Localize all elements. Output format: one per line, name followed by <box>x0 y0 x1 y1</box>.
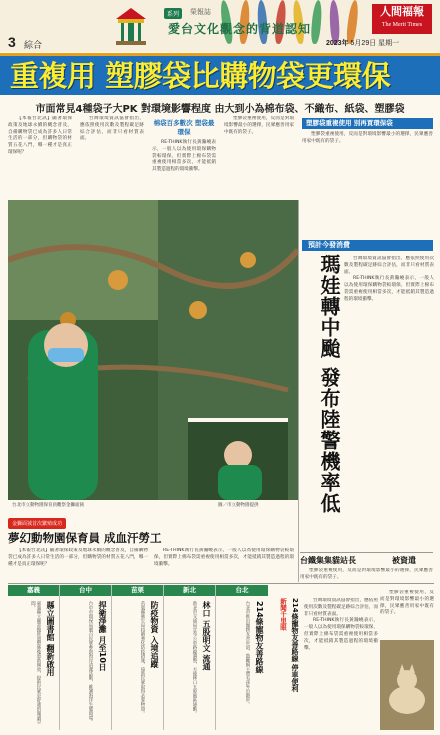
region-label: 台中 <box>60 585 111 596</box>
region-column-newtaipei <box>164 585 216 730</box>
regional-news-strip <box>8 585 268 730</box>
article-paragraph: 塑膠袋重複使用，反而是對環境影響最小的選擇，民眾應善用家中既有的袋子。 <box>380 590 434 616</box>
news-column-tag: 新聞千里眼 <box>279 598 287 631</box>
photo-credit: 圖／市立動物園提供 <box>218 503 259 508</box>
weather-article-body <box>344 256 434 548</box>
news-column-title: 214條寵物友善路線 停車便利 <box>291 598 299 693</box>
issue-day: 5月29日 星期一 <box>350 40 400 47</box>
series-title: 愛台文化觀念的背道認知 <box>168 22 312 36</box>
pavilion-icon <box>114 6 148 46</box>
article-paragraph: 台灣環境資訊協會指出，應依照使用次數及製程碳足跡綜合評估，而非只看材質表面。 <box>344 256 434 275</box>
region-headline: 214條寵物友善路線 <box>255 601 264 674</box>
preview-tag: 預計今發消費 <box>302 240 433 251</box>
article-paragraph: 台灣環境資訊協會指出，應依照使用次數及製程碳足跡綜合評估，而非只看材質表面。 <box>80 116 144 142</box>
article-paragraph: 塑膠袋重複使用，反而是對環境影響最小的選擇，民眾應善用家中既有的袋子。 <box>302 132 433 144</box>
article-paragraph: 【本報台北訊】隨著環保政策及地球永續的概念普及，自備購物袋已成為許多人日常生活的一部分，但購物袋的材質五花八門，哪一種才是真正環保呢？ <box>8 116 72 155</box>
brief-body <box>300 568 433 584</box>
region-body: 台北市推出寵物友善步道，鼓勵飼主帶毛孩外出散步。 <box>245 601 250 707</box>
region-headline: 縣立圖書館 翻新啟用 <box>46 601 55 676</box>
region-label: 苗栗 <box>112 585 163 596</box>
headline-bar <box>0 53 440 95</box>
cat-story-body <box>380 590 434 638</box>
article-paragraph: 塑膠袋重複使用，反而是對環境影響最小的選擇，民眾應善用家中既有的袋子。 <box>300 568 433 580</box>
zoo-keeper-photo <box>8 200 298 500</box>
box-heading: 塑膠袋重複使用 別再買環保袋 <box>302 118 433 129</box>
section-label: 綜合 <box>24 41 43 51</box>
inline-subheading: 棉袋百多數次 塑袋最環保 <box>153 119 215 136</box>
main-headline: 重複用 塑膠袋比購物袋更環保 <box>10 59 391 93</box>
article-column-1 <box>8 116 72 198</box>
secondary-article-body-2 <box>154 548 294 582</box>
region-headline: 林口 五股明文 流通 <box>202 601 211 671</box>
caption-tag: 金獅面狨首次繁殖成功 <box>8 518 66 529</box>
newspaper-masthead <box>372 4 432 34</box>
masthead-chinese: 人間福報 <box>380 5 424 18</box>
region-body: 苗栗縣衛生局持續強化防疫措施，協助民眾取得必要物資。 <box>140 601 145 716</box>
masthead-english: The Merit Times <box>381 22 423 28</box>
news-column-body <box>304 598 378 730</box>
series-name: 榮報誌 <box>190 9 211 16</box>
region-column-chiayi <box>8 585 60 730</box>
region-column-taipei <box>216 585 268 730</box>
secondary-article-body <box>8 548 148 582</box>
sub-headline: 市面常見4種袋子大PK 對環境影響程度 由大到小為棉布袋、不織布、紙袋、塑膠袋 <box>35 104 405 115</box>
region-body: 嘉義縣立圖書館經過整修後重新開放，提供民眾更舒適的閱讀空間。 <box>30 601 41 725</box>
secondary-headline: 夢幻動物園保育員 成血汗勞工 <box>8 531 162 545</box>
vertical-headline: 瑪娃轉中颱 發布陸警機率低 <box>317 254 341 514</box>
region-body: 新北市交通局宣布公車路線調整，方便林口五股地區通勤。 <box>192 601 197 716</box>
region-column-miaoli <box>112 585 164 730</box>
page-number: 3 <box>8 34 16 50</box>
article-paragraph: RE-THINK執行長黃瀚嶢表示，一般人以為使用環保購物袋較環保，但實際上棉布袋需重複使用相當多次，才能抵銷其製造過程的環境衝擊。 <box>344 276 434 302</box>
column-divider <box>298 200 299 582</box>
page-banner <box>0 0 440 52</box>
article-paragraph: RE-THINK執行長黃瀚嶢表示，一般人以為使用環保購物袋較環保，但實際上棉布袋需重複使用相當多次，才能抵銷其製造過程的環境衝擊。 <box>154 548 294 567</box>
issue-date <box>326 38 399 48</box>
article-paragraph: RE-THINK執行長黃瀚嶢表示，一般人以為使用環保購物袋較環保，但實際上棉布袋需重複使用相當多次，才能抵銷其製造過程的環境衝擊。 <box>304 618 378 651</box>
brief-headline-left: 台鐵集集貓站長 <box>300 556 356 565</box>
region-headline: 防疫物資 入境追蹤 <box>150 601 159 668</box>
divider <box>8 583 434 584</box>
region-label: 新北 <box>164 585 215 596</box>
region-body: 台中市環保局號召民眾參與海岸清潔活動，維護海洋生態環境。 <box>88 601 93 725</box>
article-column-2 <box>80 116 144 198</box>
article-paragraph: 【本報台北訊】隨著環保政策及地球永續的概念普及，自備購物袋已成為許多人日常生活的一部分，但購物袋的材質五花八門，哪一種才是真正環保呢？ <box>8 548 148 567</box>
article-paragraph: RE-THINK執行長黃瀚嶢表示，一般人以為使用環保購物袋較環保，但實際上棉布袋需重複使用相當多次，才能抵銷其製造過程的環境衝擊。 <box>152 140 216 173</box>
article-paragraph: 台灣環境資訊協會指出，應依照使用次數及製程碳足跡綜合評估，而非只看材質表面。 <box>304 598 378 617</box>
article-column-5 <box>302 116 433 236</box>
article-paragraph: 塑膠袋重複使用，反而是對環境影響最小的選擇，民眾應善用家中既有的袋子。 <box>224 116 294 135</box>
article-column-3 <box>152 116 216 198</box>
brief-headline-right: 被資遣 <box>392 556 416 565</box>
issue-year: 2023年 <box>326 40 349 47</box>
article-column-4 <box>224 116 294 198</box>
region-label: 台北 <box>216 585 268 596</box>
region-column-taichung <box>60 585 112 730</box>
series-badge: 系列 <box>164 8 182 19</box>
divider <box>300 552 433 553</box>
region-headline: 捍衛淨灘 月至10日 <box>98 601 107 671</box>
station-cat-photo <box>380 640 434 730</box>
region-label: 嘉義 <box>8 585 59 596</box>
photo-caption: 台北市立動物園保育員觀察金獅面狨 <box>12 503 84 508</box>
